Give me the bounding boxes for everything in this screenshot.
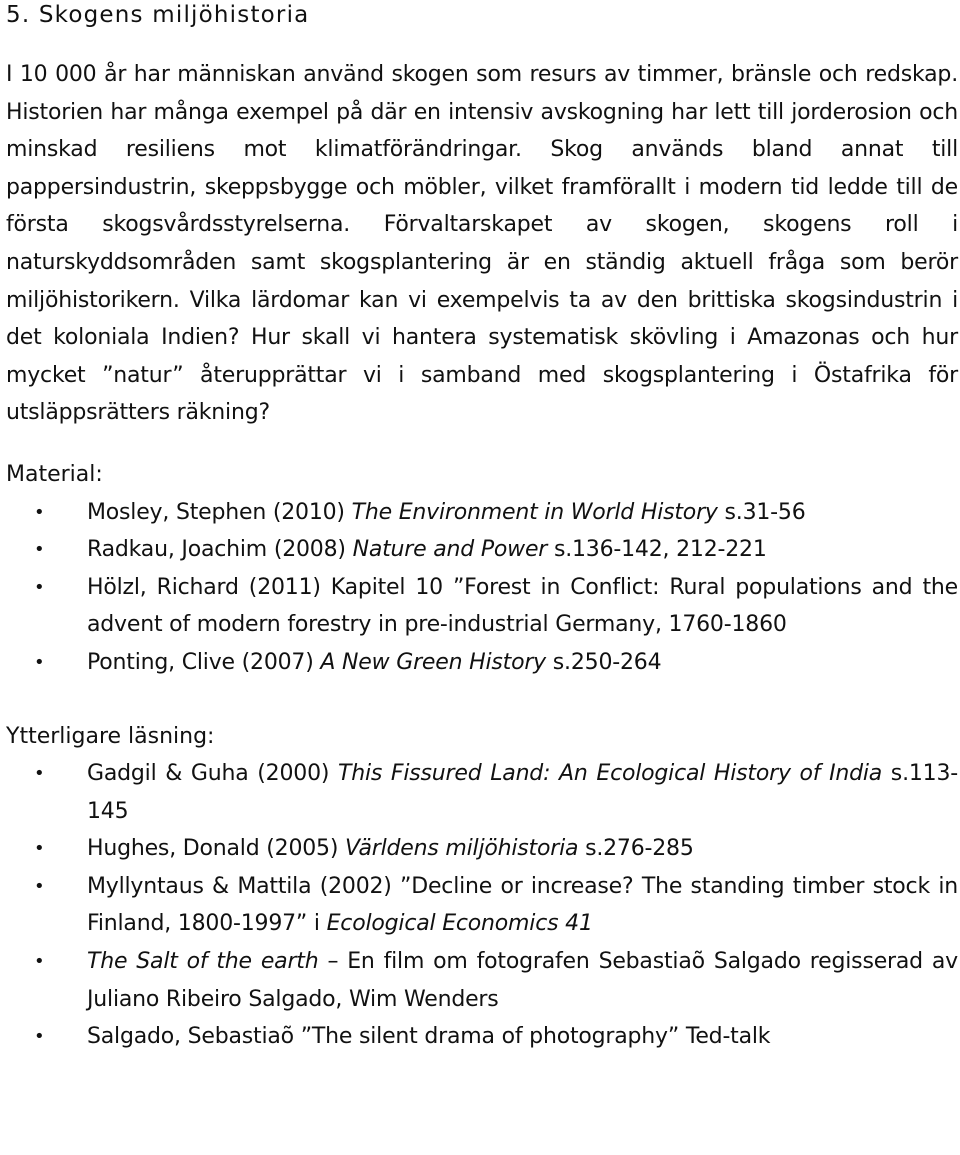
bullet-icon: • (34, 539, 45, 561)
list-item: • Salgado, Sebastiaõ ”The silent drama of photography” Ted-talk (6, 1018, 958, 1056)
bullet-icon: • (34, 763, 45, 785)
material-list (6, 494, 958, 682)
list-item: • The Salt of the earth – En film om fotografen Sebastiaõ Salgado regisserad av Juliano Ribeiro Salgado, Wim Wenders (6, 943, 958, 1018)
list-item: • Hughes, Donald (2005) Världens miljöhistoria s.276-285 (6, 830, 958, 868)
page-title: 5. Skogens miljöhistoria (6, 2, 310, 28)
list-item: • Hölzl, Richard (2011) Kapitel 10 ”Forest in Conflict: Rural populations and the advent of modern forestry in pre-industrial Germany, 1760-1860 (6, 569, 958, 644)
material-heading: Material: (6, 461, 103, 487)
list-item: • Radkau, Joachim (2008) Nature and Power s.136-142, 212-221 (6, 531, 958, 569)
bullet-icon: • (34, 501, 45, 523)
bullet-icon: • (34, 951, 45, 973)
intro-paragraph: I 10 000 år har människan använd skogen som resurs av timmer, bränsle och redskap. Historien har många exempel på där en intensiv avskogning har lett till jorderosion och minskad resiliens mot klimatförändringar. Skog används bland annat till pappersindustrin, skeppsbygge och möbler, vilket framförallt i modern tid ledde till de första skogsvårdsstyrelserna. Förvaltarskapet av skogen, skogens roll i naturskyddsområden samt skogsplantering är en ständig aktuell fråga som berör miljöhistorikern. Vilka lärdomar kan vi exempelvis ta av den brittiska skogsindustrin i det koloniala Indien? Hur skall vi hantera systematisk skövling i Amazonas och hur mycket ”natur” återupprättar vi i samband med skogsplantering i Östafrika för utsläppsrätters räkning? (6, 62, 958, 426)
bullet-icon: • (34, 1026, 45, 1048)
list-item: • Mosley, Stephen (2010) The Environment in World History s.31-56 (6, 494, 958, 532)
list-item: • Gadgil & Guha (2000) This Fissured Land: An Ecological History of India s.113-145 (6, 755, 958, 830)
document-page (6, 0, 958, 1056)
list-item: • Ponting, Clive (2007) A New Green History s.250-264 (6, 644, 958, 682)
further-reading-list (6, 755, 958, 1056)
bullet-icon: • (34, 875, 45, 897)
further-reading-heading: Ytterligare läsning: (6, 723, 215, 749)
bullet-icon: • (34, 651, 45, 673)
list-item: • Myllyntaus & Mattila (2002) ”Decline or increase? The standing timber stock in Finland, 1800-1997” i Ecological Economics 41 (6, 868, 958, 943)
bullet-icon: • (34, 838, 45, 860)
bullet-icon: • (34, 576, 45, 598)
